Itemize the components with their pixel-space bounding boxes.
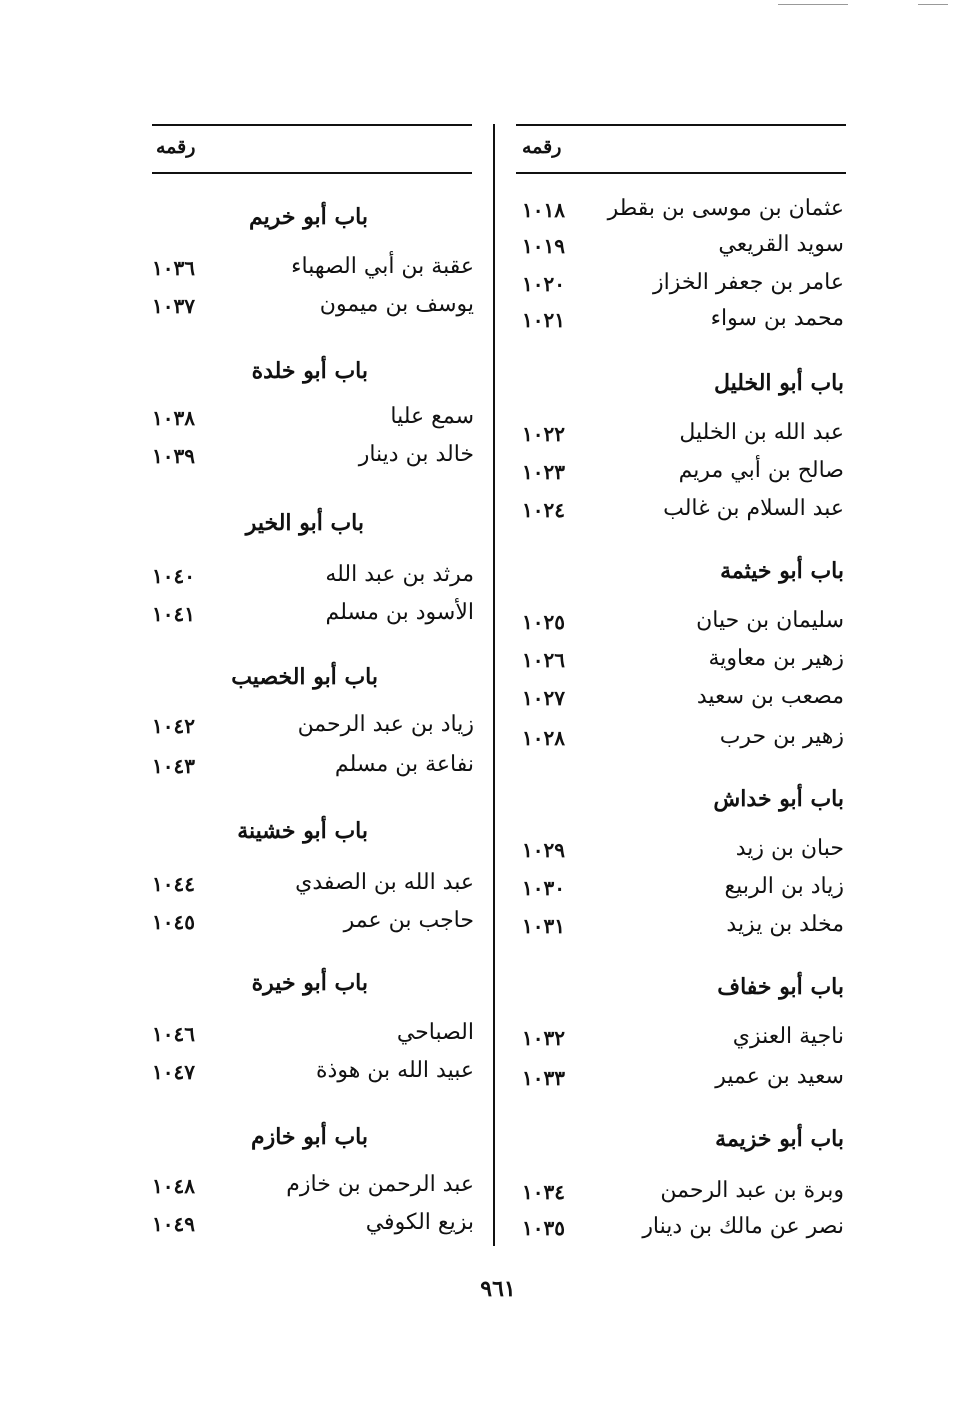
left-entry-row [152,870,474,906]
entry-name: وبرة بن عبد الرحمن [660,1178,844,1203]
entry-name: عامر بن جعفر الخزاز [653,270,844,295]
entry-number: ١٠٣٣ [522,1066,565,1090]
right-entry-row [522,874,844,910]
left-entry-row [152,404,474,440]
entry-name: حبان بن زيد [735,836,844,861]
right-entry-row [522,646,844,682]
entry-name: سويد القريعي [718,232,844,257]
entry-name: مصعب بن سعيد [696,684,844,709]
entry-name: الصباحي [396,1020,474,1045]
entry-number: ١٠٣٤ [522,1180,565,1204]
entry-name: عثمان بن موسى بن بقطر [607,196,844,221]
entry-number: ١٠١٩ [522,234,565,258]
entry-number: ١٠٤٠ [152,564,195,588]
right-entry-row [522,1178,844,1214]
entry-number: ١٠٣٩ [152,444,195,468]
entry-name: عبد الله بن الخليل [679,420,844,445]
left-section-title: باب أبو الخير [245,510,364,536]
entry-number: ١٠٤٤ [152,872,195,896]
entry-name: محمد بن سواء [710,306,844,331]
entry-name: زياد بن الربيع [724,874,844,899]
right-section-title: باب أبو خداش [713,786,844,812]
entry-number: ١٠٣٢ [522,1026,565,1050]
entry-name: بزيع الكوفي [365,1210,474,1235]
entry-number: ١٠٢٣ [522,460,565,484]
entry-number: ١٠٣٨ [152,406,195,430]
left-entry-row [152,752,474,788]
left-section-title: باب أبو خازم [250,1124,368,1150]
entry-number: ١٠٤٥ [152,910,195,934]
entry-number: ١٠٣٥ [522,1216,565,1240]
entry-number: ١٠٢٠ [522,272,565,296]
right-section-title: باب أبو خيثمة [720,558,844,584]
left-entry-row [152,1172,474,1208]
entry-number: ١٠٢٧ [522,686,565,710]
right-entry-row [522,1024,844,1060]
left-entry-row [152,562,474,598]
page-number: ٩٦١ [480,1276,516,1302]
entry-name: حاجب بن عمر [343,908,474,933]
left-entry-row [152,712,474,748]
left-section-title: باب أبو خلدة [251,358,368,384]
left-entry-row [152,292,474,328]
right-entry-row [522,1064,844,1100]
left-entry-row [152,600,474,636]
entry-name: يوسف بن ميمون [319,292,474,317]
left-section-title: باب أبو الخصيب [231,664,378,690]
left-entry-row [152,1058,474,1094]
entry-name: زهير بن حرب [719,724,844,749]
entry-number: ١٠٢٥ [522,610,565,634]
entry-number: ١٠٣٠ [522,876,565,900]
entry-name: عقبة بن أبي الصهباء [291,254,474,279]
entry-name: سليمان بن حيان [696,608,844,633]
entry-number: ١٠٢٢ [522,422,565,446]
entry-number: ١٠٢٦ [522,648,565,672]
right-entry-row [522,270,844,306]
left-entry-row [152,442,474,478]
entry-number: ١٠٤١ [152,602,195,626]
entry-number: ١٠٣٦ [152,256,195,280]
entry-name: نصر عن مالك بن دينار [642,1214,844,1239]
entry-number: ١٠١٨ [522,198,565,222]
left-section-title: باب أبو خشينة [237,818,368,844]
entry-number: ١٠٤٧ [152,1060,195,1084]
right-entry-row [522,608,844,644]
entry-name: عبيد الله بن هوذة [316,1058,474,1083]
entry-number: ١٠٢٤ [522,498,565,522]
right-section-title: باب أبو خزيمة [715,1126,844,1152]
entry-name: مخلد بن يزيد [726,912,844,937]
right-column [522,0,844,1408]
left-section-title: باب أبو خيرة [251,970,368,996]
left-entry-row [152,1020,474,1056]
entry-name: سمع عليا [390,404,474,429]
entry-name: الأسود بن مسلم [325,600,474,625]
right-entry-row [522,684,844,720]
entry-name: عبد السلام بن غالب [663,496,844,521]
column-divider [493,124,495,1246]
right-entry-row [522,1214,844,1250]
entry-name: خالد بن دينار [358,442,474,467]
left-column [152,0,474,1408]
entry-name: سعيد بن عمير [715,1064,844,1089]
left-column-header: رقمه [156,136,196,158]
scan-mark [918,4,948,7]
left-entry-row [152,1210,474,1246]
entry-number: ١٠٣١ [522,914,565,938]
left-section-title: باب أبو خريم [249,204,368,230]
right-section-title: باب أبو الخليل [713,370,844,396]
left-entry-row [152,254,474,290]
right-entry-row [522,420,844,456]
entry-name: زياد بن عبد الرحمن [297,712,474,737]
right-entry-row [522,836,844,872]
right-entry-row [522,496,844,532]
entry-name: ناجية العنزي [732,1024,844,1049]
right-column-header: رقمه [522,136,562,158]
entry-number: ١٠٢٩ [522,838,565,862]
right-entry-row [522,196,844,232]
left-entry-row [152,908,474,944]
entry-name: زهير بن معاوية [708,646,844,671]
right-entry-row [522,912,844,948]
entry-number: ١٠٤٩ [152,1212,195,1236]
right-entry-row [522,306,844,342]
entry-number: ١٠٤٣ [152,754,195,778]
right-entry-row [522,232,844,268]
entry-number: ١٠٢١ [522,308,565,332]
entry-number: ١٠٢٨ [522,726,565,750]
entry-name: نفاعة بن مسلم [334,752,474,777]
entry-number: ١٠٤٦ [152,1022,195,1046]
right-entry-row [522,724,844,760]
entry-name: عبد الرحمن بن خازم [286,1172,474,1197]
entry-number: ١٠٤٨ [152,1174,195,1198]
right-entry-row [522,458,844,494]
entry-number: ١٠٣٧ [152,294,195,318]
entry-name: صالح بن أبي مريم [678,458,844,483]
entry-name: مرثد بن عبد الله [325,562,474,587]
right-section-title: باب أبو خفاف [717,974,844,1000]
entry-name: عبد الله بن الصفدي [295,870,474,895]
entry-number: ١٠٤٢ [152,714,195,738]
